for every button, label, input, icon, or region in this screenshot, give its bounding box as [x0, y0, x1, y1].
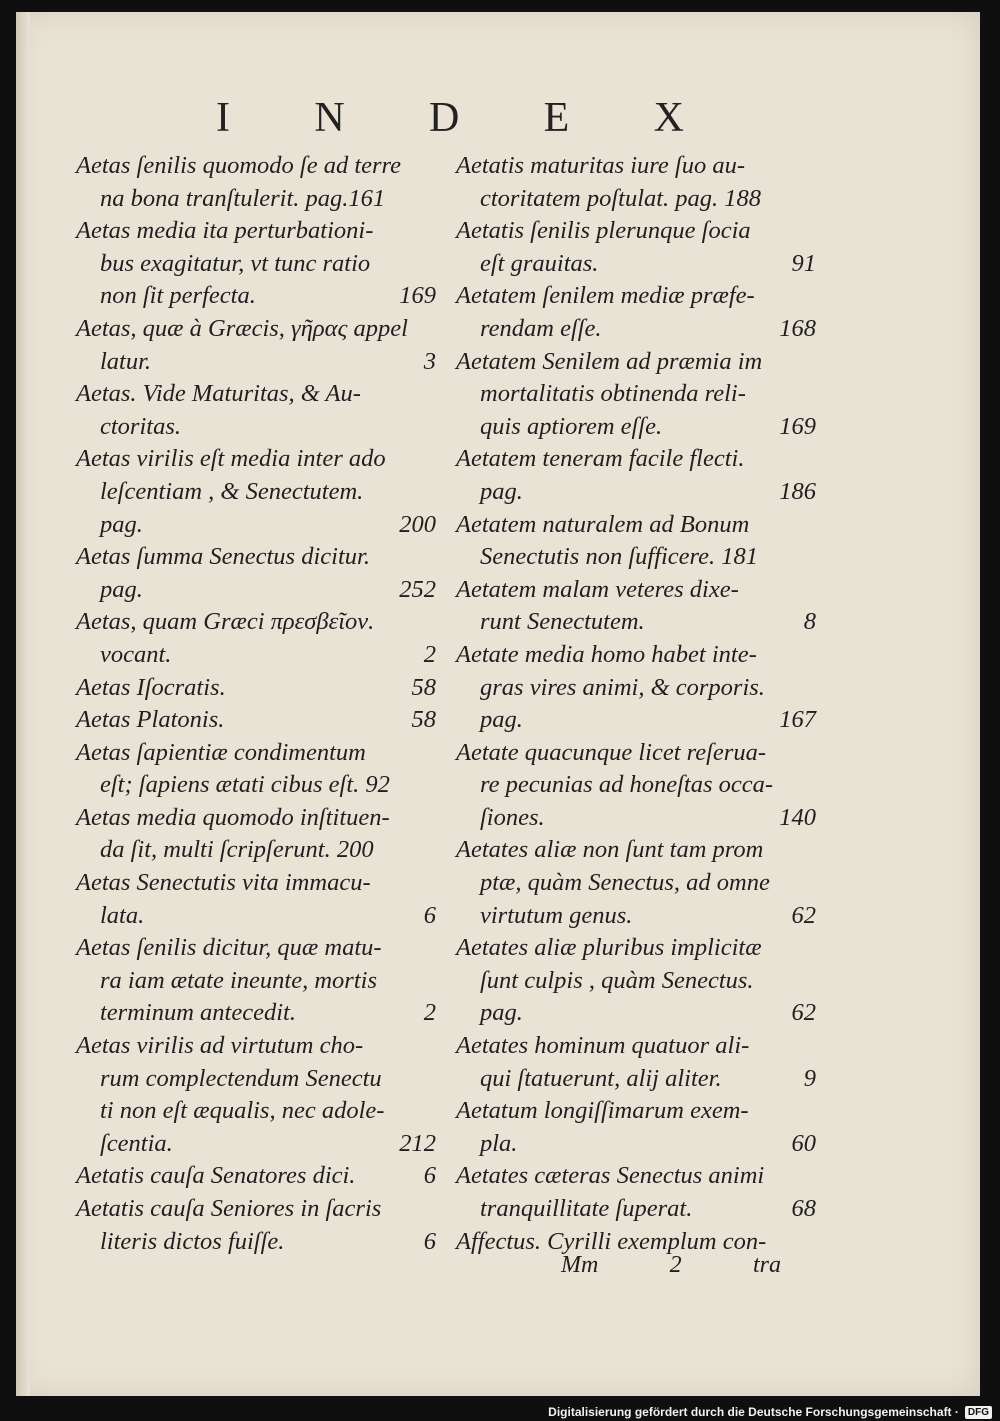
index-entry-line [456, 802, 816, 835]
heading-letter: X [653, 95, 686, 141]
index-entry-line [456, 476, 816, 509]
heading-letter: N [314, 95, 347, 141]
index-heading [216, 94, 686, 142]
entry-text: Aetatis maturitas iure ſuo au- [456, 152, 745, 179]
index-entry-line [76, 672, 436, 705]
index-entry-line [76, 1128, 436, 1161]
entry-text: Aetate quacunque licet reſerua- [456, 738, 766, 766]
entry-text: Aetas, quæ à Græcis, γῆρας appel [76, 314, 408, 342]
entry-text: da ſit, multi ſcripſerunt. 200 [100, 836, 374, 864]
entry-text: re pecunias ad honeſtas occa- [480, 771, 774, 799]
page-reference: 169 [399, 282, 436, 310]
index-entry-line [456, 900, 816, 933]
digitization-footer [548, 1405, 992, 1419]
entry-text: virtutum genus. [480, 901, 633, 929]
entry-text: eſt; ſapiens ætati cibus eſt. 92 [100, 771, 390, 799]
entry-text: literis dictos fuiſſe. [100, 1227, 285, 1255]
page-reference: 58 [411, 673, 436, 701]
entry-text: Aetas virilis ad virtutum cho- [76, 1032, 364, 1060]
entry-text: runt Senectutem. [480, 608, 645, 636]
heading-letter: E [543, 95, 572, 141]
page-reference: 6 [423, 1227, 436, 1255]
index-entry-line [76, 834, 436, 867]
page-reference: 212 [399, 1129, 436, 1157]
index-entry-line [456, 1095, 816, 1128]
index-entry-line [76, 215, 436, 248]
index-entry-line [456, 378, 816, 411]
entry-text: mortalitatis obtinenda reli- [480, 380, 746, 408]
page-reference: 62 [791, 901, 816, 929]
page-reference: 2 [423, 640, 436, 668]
entry-text: pag. [480, 706, 523, 734]
page-gutter-edge [16, 12, 30, 1396]
page-reference: 8 [803, 608, 816, 636]
index-entry-line [456, 639, 816, 672]
entry-text: qui ſtatuerunt, alij aliter. [480, 1064, 722, 1092]
entry-text: Aetates aliæ non ſunt tam prom [456, 836, 764, 864]
entry-text: ti non eſt æqualis, nec adole- [100, 1097, 385, 1125]
entry-text: Senectutis non ſufficere. 181 [480, 543, 759, 571]
entry-text: Affectus. Cyrilli exemplum con- [456, 1227, 767, 1255]
index-entry-line [76, 802, 436, 835]
index-entry-line [76, 574, 436, 607]
entry-text: eſt grauitas. [480, 249, 599, 277]
index-entry-line [76, 1226, 436, 1259]
entry-text: Aetas ſumma Senectus dicitur. [76, 543, 370, 571]
entry-text: Aetas. Vide Maturitas, & Au- [76, 380, 361, 408]
entry-text: pag. [100, 510, 143, 538]
index-entry-line [456, 443, 816, 476]
index-entry-line [456, 606, 816, 639]
dfg-logo: DFG [965, 1406, 992, 1419]
index-entry-line [76, 476, 436, 509]
entry-text: Aetatis cauſa Senatores dici. [76, 1162, 356, 1190]
entry-text: pag. [100, 575, 143, 603]
page-reference: 252 [399, 575, 436, 603]
entry-text: ptæ, quàm Senectus, ad omne [480, 869, 770, 897]
index-entry-line [456, 215, 816, 248]
index-entry-line [76, 639, 436, 672]
index-entry-line [76, 1063, 436, 1096]
index-entry-line [456, 1030, 816, 1063]
index-entry-line [456, 183, 816, 216]
entry-text: Aetas media quomodo inſtituen- [76, 803, 390, 831]
index-entry-line [456, 965, 816, 998]
page-reference: 6 [423, 1162, 436, 1190]
entry-text: Aetatem teneram facile flecti. [456, 445, 745, 473]
index-entry-line [456, 997, 816, 1030]
entry-text: vocant. [100, 640, 172, 668]
index-entry-line [76, 704, 436, 737]
index-entry-line [456, 672, 816, 705]
entry-text: ctoritas. [100, 412, 181, 440]
index-entry-line [76, 183, 436, 216]
page-reference: 3 [423, 347, 436, 375]
index-entry-line [76, 932, 436, 965]
page-reference: 62 [791, 999, 816, 1027]
index-entry-line [76, 346, 436, 379]
index-entry-line [456, 411, 816, 444]
entry-text: rendam eſſe. [480, 314, 602, 342]
entry-text: Aetatem naturalem ad Bonum [456, 510, 750, 538]
heading-letter: I [216, 95, 232, 141]
entry-text: Aetates hominum quatuor ali- [456, 1032, 750, 1060]
index-entry-line [76, 541, 436, 574]
index-entry-line [456, 248, 816, 281]
page-reference: 91 [791, 249, 816, 277]
index-entry-line [456, 1160, 816, 1193]
index-entry-line [76, 248, 436, 281]
page-reference: 200 [399, 510, 436, 538]
entry-text: Aetas media ita perturbationi- [76, 217, 374, 245]
entry-text: ſiones. [480, 803, 545, 831]
entry-text: Aetatem malam veteres dixe- [456, 575, 739, 603]
index-entry-line [456, 1193, 816, 1226]
entry-text: ſcentia. [100, 1129, 173, 1157]
entry-text: non ſit perfecta. [100, 282, 256, 310]
page-reference: 167 [779, 706, 816, 734]
index-entry-line [76, 1095, 436, 1128]
entry-text: ra iam ætate ineunte, mortis [100, 966, 377, 994]
book-page [16, 12, 980, 1396]
index-entry-line [76, 965, 436, 998]
entry-text: Aetates cæteras Senectus animi [456, 1162, 765, 1190]
index-entry-line [76, 997, 436, 1030]
entry-text: Aetatis cauſa Seniores in ſacris [76, 1195, 382, 1222]
index-entry-line [456, 932, 816, 965]
entry-text: na bona tranſtulerit. pag.161 [100, 184, 386, 212]
index-entry-line [456, 541, 816, 574]
entry-text: Aetas ſenilis dicitur, quæ matu- [76, 934, 382, 962]
index-entry-line [76, 606, 436, 639]
index-column-left [76, 150, 436, 1258]
page-reference: 169 [779, 412, 816, 440]
entry-text: gras vires animi, & corporis. [480, 673, 765, 701]
index-entry-line [76, 280, 436, 313]
entry-text: Aetas ſenilis quomodo ſe ad terre [76, 152, 402, 179]
index-entry-line [76, 737, 436, 770]
index-entry-line [456, 867, 816, 900]
entry-text: quis aptiorem eſſe. [480, 412, 663, 440]
index-entry-line [456, 509, 816, 542]
signature-number: 2 [669, 1252, 682, 1278]
entry-text: ctoritatem poſtulat. pag. 188 [480, 184, 762, 212]
entry-text: Aetatem ſenilem mediæ præfe- [456, 282, 755, 310]
entry-text: Aetas ſapientiæ condimentum [76, 738, 366, 766]
index-entry-line [456, 769, 816, 802]
page-reference: 9 [803, 1064, 816, 1092]
index-entry-line [456, 150, 816, 183]
entry-text: Aetatum longiſſimarum exem- [456, 1097, 749, 1125]
entry-text: Aetas Iſocratis. [76, 673, 226, 701]
entry-text: pla. [480, 1129, 518, 1157]
index-entry-line [76, 313, 436, 346]
signature-mark: Mm [561, 1252, 599, 1278]
index-entry-line [456, 574, 816, 607]
entry-text: Aetates aliæ pluribus implicitæ [456, 934, 762, 962]
index-entry-line [76, 1193, 436, 1226]
index-entry-line [76, 867, 436, 900]
index-entry-line [456, 346, 816, 379]
entry-text: bus exagitatur, vt tunc ratio [100, 249, 371, 277]
index-column-right [456, 150, 816, 1258]
page-reference: 58 [411, 706, 436, 734]
index-entry-line [456, 834, 816, 867]
index-entry-line [76, 443, 436, 476]
index-entry-line [76, 150, 436, 183]
index-entry-line [456, 737, 816, 770]
entry-text: pag. [480, 999, 523, 1027]
index-entry-line [456, 313, 816, 346]
page-reference: 186 [779, 477, 816, 505]
catchline [561, 1252, 781, 1279]
index-entry-line [76, 378, 436, 411]
page-reference: 60 [791, 1129, 816, 1157]
heading-letter: D [429, 95, 462, 141]
index-entry-line [456, 1128, 816, 1161]
entry-text: ſunt culpis , quàm Senectus. [480, 966, 754, 994]
entry-text: leſcentiam , & Senectutem. [100, 477, 364, 505]
entry-text: rum complectendum Senectu [100, 1064, 382, 1092]
page-reference: 140 [779, 803, 816, 831]
entry-text: Aetatem Senilem ad præmia im [456, 347, 763, 375]
entry-text: latur. [100, 347, 152, 375]
index-entry-line [456, 280, 816, 313]
entry-text: Aetate media homo habet inte- [456, 640, 757, 668]
index-entry-line [456, 704, 816, 737]
index-entry-line [76, 769, 436, 802]
entry-text: Aetas, quam Græci πρεσβεῖον. [76, 608, 375, 636]
entry-text: Aetatis ſenilis plerunque ſocia [456, 217, 751, 245]
entry-text: terminum antecedit. [100, 999, 296, 1027]
catchword: tra [752, 1252, 781, 1278]
entry-text: Aetas Platonis. [76, 706, 225, 734]
index-entry-line [76, 900, 436, 933]
entry-text: Aetas virilis eſt media inter ado [76, 445, 386, 473]
entry-text: pag. [480, 477, 523, 505]
entry-text: lata. [100, 901, 145, 929]
page-reference: 2 [423, 999, 436, 1027]
index-entry-line [76, 509, 436, 542]
page-reference: 6 [423, 901, 436, 929]
index-entry-line [456, 1063, 816, 1096]
index-entry-line [76, 1160, 436, 1193]
index-entry-line [76, 411, 436, 444]
entry-text: tranquillitate ſuperat. [480, 1195, 693, 1222]
index-entry-line [76, 1030, 436, 1063]
entry-text: Aetas Senectutis vita immacu- [76, 869, 371, 897]
footer-text: Digitalisierung gefördert durch die Deutsche Forschungsgemeinschaft · [548, 1405, 959, 1419]
page-reference: 68 [791, 1195, 816, 1222]
page-reference: 168 [779, 314, 816, 342]
